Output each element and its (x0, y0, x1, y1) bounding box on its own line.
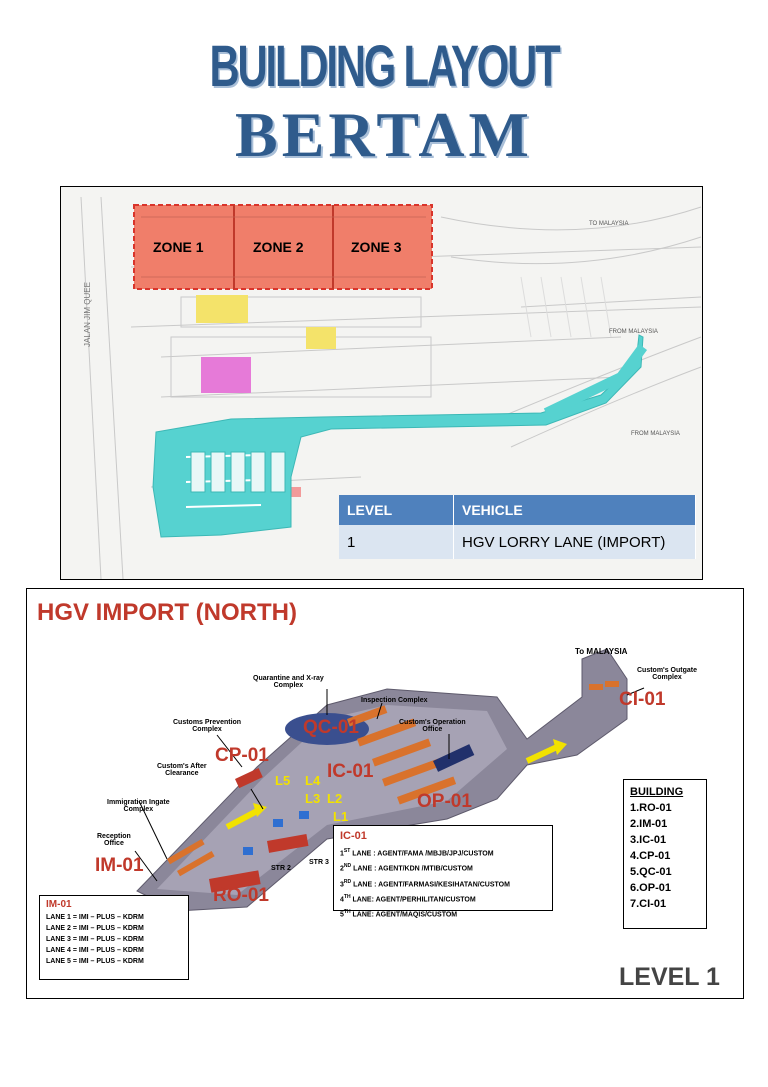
im-legend-line: LANE 1 = IMI – PLUS – KDRM (46, 914, 144, 921)
outgate-callout (637, 667, 697, 681)
outgate-callout-line-2: Complex (652, 674, 682, 681)
level-label: LEVEL 1 (619, 963, 720, 991)
operation-callout-line-1: Custom's Operation (399, 719, 466, 726)
after-clearance-callout (157, 763, 207, 777)
ic-legend-line: 1ST LANE : AGENT/FAMA /MBJB/JPJ/CUSTOM (340, 848, 494, 858)
ingate-callout-line-2: Complex (123, 806, 154, 813)
code-ro-01: RO-01 (213, 885, 269, 906)
ic-legend-line: 2ND LANE : AGENT/KDN /MTIB/CUSTOM (340, 863, 473, 873)
reception-callout-line-1: Reception (97, 833, 131, 840)
table-cell-vehicle: HGV LORRY LANE (IMPORT) (454, 525, 696, 559)
im-legend-line: LANE 5 = IMI – PLUS – KDRM (46, 958, 144, 965)
zone-1-label: ZONE 1 (153, 239, 204, 255)
prevention-callout-line-2: Complex (192, 726, 222, 733)
ic-legend-title: IC-01 (340, 830, 367, 842)
to-malaysia-label: To MALAYSIA (575, 647, 628, 656)
code-im-01: IM-01 (95, 855, 144, 876)
im-legend-box (39, 895, 189, 980)
building-list-title: BUILDING (630, 786, 684, 798)
reception-callout (97, 833, 131, 847)
table-cell-level: 1 (339, 525, 454, 559)
lane-l2: L2 (327, 791, 343, 806)
table-header-level: LEVEL (339, 495, 454, 525)
building-list-item: 3.IC-01 (630, 834, 667, 846)
from-malaysia-label-2: FROM MALAYSIA (631, 431, 680, 437)
im-legend-title: IM-01 (46, 899, 72, 910)
building-list-item: 5.QC-01 (630, 866, 672, 878)
ic-legend-line: 4TH LANE: AGENT/PERHILITAN/CUSTOM (340, 893, 476, 904)
reception-callout-line-2: Office (104, 840, 124, 847)
code-qc-01: QC-01 (303, 717, 359, 738)
code-cp-01: CP-01 (215, 745, 269, 766)
operation-callout-line-2: Office (422, 726, 443, 733)
table-header-vehicle: VEHICLE (454, 495, 696, 525)
lane-l4: L4 (305, 773, 321, 788)
im-legend-line: LANE 3 = IMI – PLUS – KDRM (46, 936, 144, 943)
level-vehicle-table (339, 495, 696, 559)
inspection-callout: Inspection Complex (361, 697, 428, 704)
ic-legend-line: 3RD LANE : AGENT/FARMASI/KESIHATAN/CUSTOM (340, 878, 510, 888)
im-legend-line: LANE 4 = IMI – PLUS – KDRM (46, 947, 144, 954)
hgv-title: HGV IMPORT (NORTH) (37, 599, 297, 626)
ic-legend-box (333, 825, 553, 919)
code-ic-01: IC-01 (327, 761, 374, 782)
outgate-callout-line-1: Custom's Outgate (637, 667, 698, 674)
lane-l1: L1 (333, 809, 349, 824)
to-malaysia-label: TO MALAYSIA (589, 221, 629, 227)
road-label: JALAN JIM QUEE (83, 282, 92, 347)
building-list-item: 4.CP-01 (630, 850, 671, 862)
lane-l3: L3 (305, 791, 321, 806)
operation-callout (399, 719, 466, 733)
str3-label: STR 3 (309, 859, 329, 866)
prevention-callout (173, 719, 241, 733)
zone-3-label: ZONE 3 (351, 239, 402, 255)
title-line-1: BUILDING LAYOUT (209, 34, 559, 99)
prevention-callout-line-1: Customs Prevention (173, 719, 242, 726)
building-list-item: 2.IM-01 (630, 818, 668, 830)
zone-2-label: ZONE 2 (253, 239, 304, 255)
code-ci-01: CI-01 (619, 689, 666, 710)
hgv-import-panel (26, 588, 744, 999)
code-op-01: OP-01 (417, 791, 472, 812)
lane-l5: L5 (275, 773, 291, 788)
ingate-callout-line-1: Immigration Ingate (107, 799, 170, 806)
building-list-box (623, 779, 707, 929)
ic-legend-line: 5TH LANE: AGENT/MAQIS/CUSTOM (340, 909, 458, 919)
after-clearance-callout-line-1: Custom's After (157, 763, 207, 770)
quarantine-callout (253, 675, 324, 689)
building-list-item: 7.CI-01 (630, 898, 667, 910)
str2-label: STR 2 (271, 865, 291, 872)
quarantine-callout-line-2: Complex (273, 682, 304, 689)
site-plan-panel (60, 186, 703, 580)
quarantine-callout-line-1: Quarantine and X-ray (253, 675, 324, 682)
building-list-item: 6.OP-01 (630, 882, 671, 894)
title-line-2: BERTAM (235, 99, 533, 170)
after-clearance-callout-line-2: Clearance (165, 770, 199, 777)
building-list-item: 1.RO-01 (630, 802, 672, 814)
ingate-callout (107, 799, 170, 813)
im-legend-line: LANE 2 = IMI – PLUS – KDRM (46, 925, 144, 932)
from-malaysia-label: FROM MALAYSIA (609, 329, 658, 335)
